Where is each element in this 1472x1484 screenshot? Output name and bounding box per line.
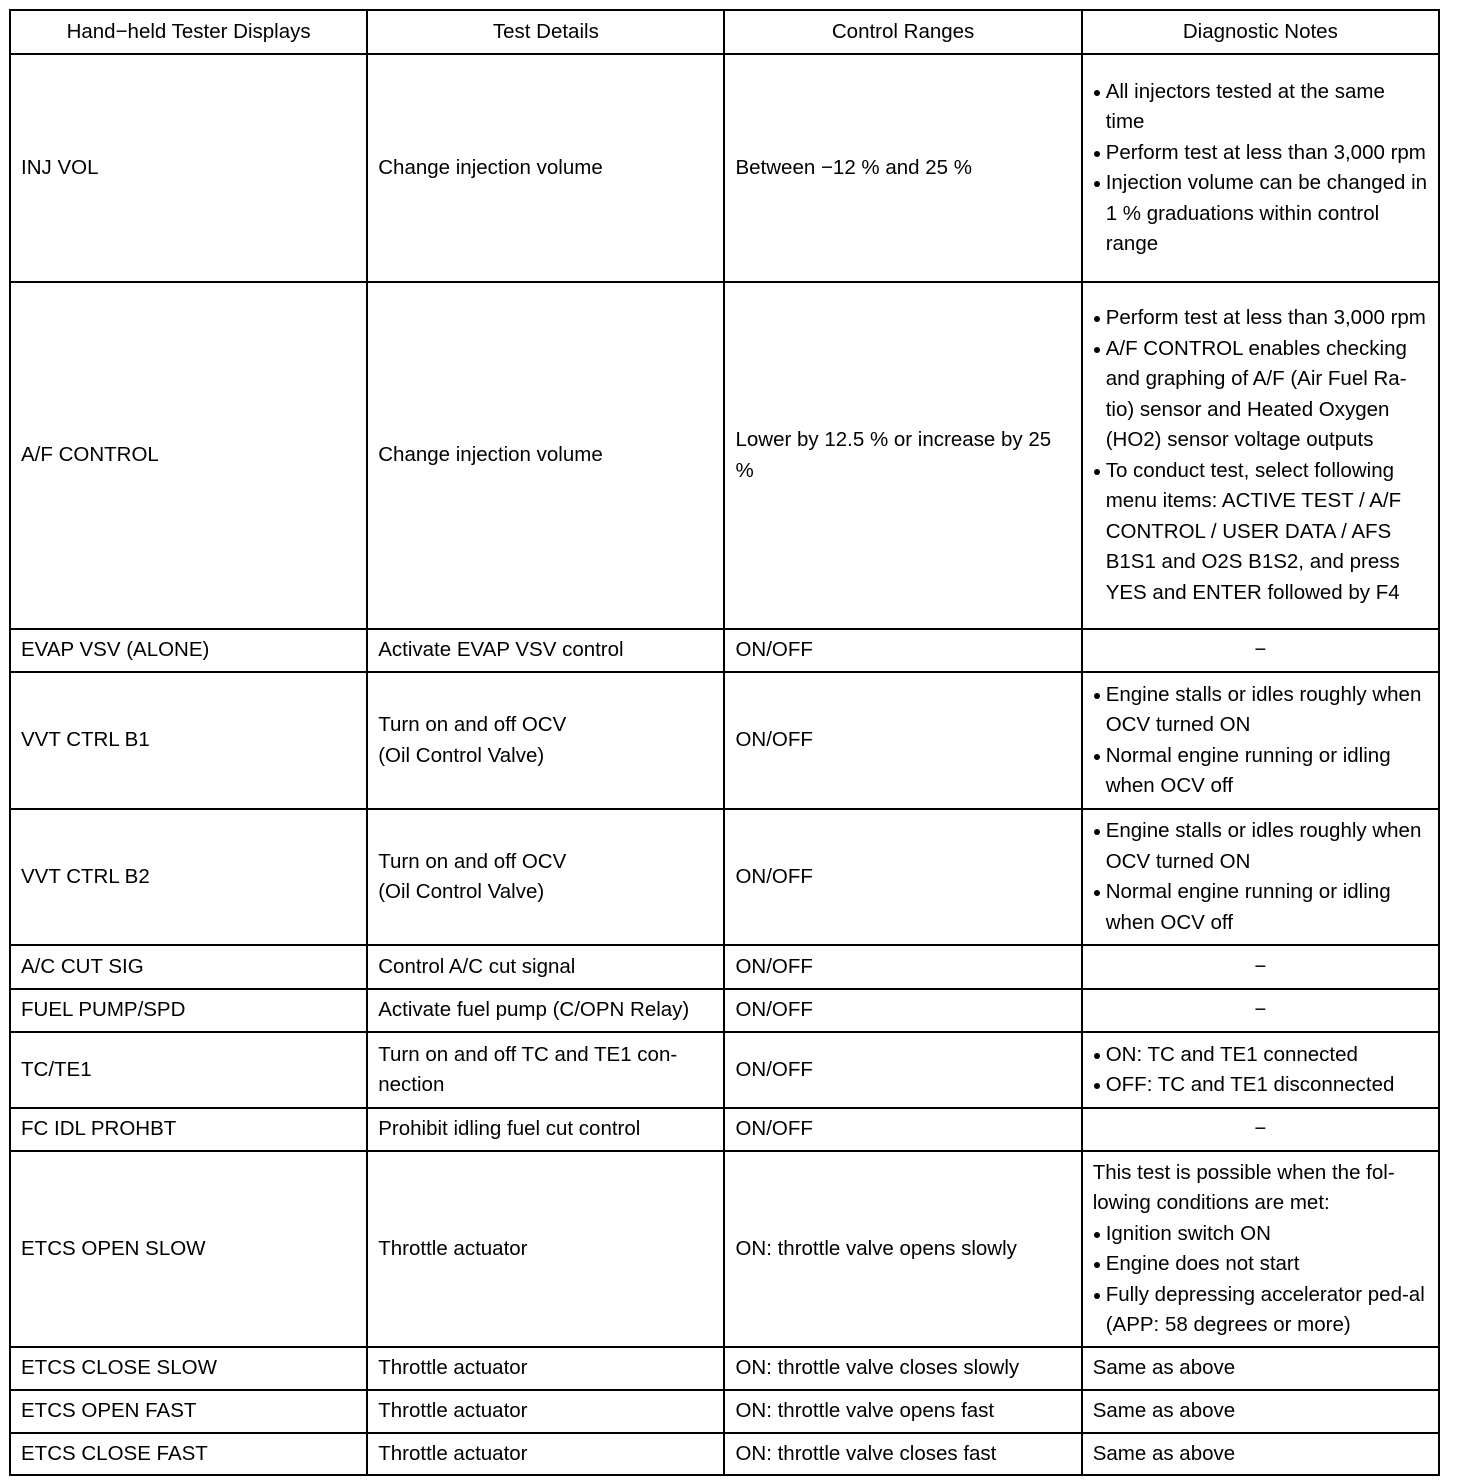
- note-item: A/F CONTROL enables checking and graphing of A/F (Air Fuel Ra-tio) sensor and Heated Oxygen (HO2) sensor voltage outputs: [1093, 334, 1428, 456]
- cell-notes-text: Same as above: [1082, 1433, 1439, 1475]
- cell-notes: [1082, 1032, 1439, 1108]
- cell-details: Throttle actuator: [367, 1390, 724, 1433]
- details-line: Turn on and off OCV: [378, 849, 567, 873]
- cell-display: VVT CTRL B2: [10, 809, 367, 945]
- cell-range: ON/OFF: [724, 945, 1081, 989]
- cell-details: Throttle actuator: [367, 1433, 724, 1475]
- note-item: Normal engine running or idling when OCV off: [1093, 741, 1428, 802]
- cell-display: ETCS OPEN FAST: [10, 1390, 367, 1433]
- cell-details: [367, 672, 724, 809]
- details-line: (Oil Control Valve): [378, 743, 545, 767]
- note-item: Engine stalls or idles roughly when OCV turned ON: [1093, 680, 1428, 741]
- cell-range: ON: throttle valve closes fast: [724, 1433, 1081, 1475]
- note-item: Perform test at less than 3,000 rpm: [1093, 303, 1428, 334]
- header-diagnostic-notes: Diagnostic Notes: [1082, 10, 1439, 54]
- note-item: OFF: TC and TE1 disconnected: [1093, 1070, 1428, 1101]
- cell-notes: [1082, 809, 1439, 945]
- note-item: Injection volume can be changed in 1 % graduations within control range: [1093, 168, 1428, 260]
- cell-range: ON: throttle valve opens fast: [724, 1390, 1081, 1433]
- cell-display: TC/TE1: [10, 1032, 367, 1108]
- notes-list: [1093, 77, 1428, 260]
- active-test-table: [9, 9, 1440, 1476]
- cell-details: Change injection volume: [367, 54, 724, 282]
- notes-list: [1093, 303, 1428, 608]
- table-row: [10, 1108, 1439, 1151]
- notes-list: [1093, 1040, 1428, 1101]
- notes-list: [1093, 680, 1428, 802]
- cell-notes: [1082, 1151, 1439, 1347]
- cell-display: ETCS OPEN SLOW: [10, 1151, 367, 1347]
- header-control-ranges: Control Ranges: [724, 10, 1081, 54]
- note-item: Ignition switch ON: [1093, 1219, 1428, 1250]
- cell-display: A/C CUT SIG: [10, 945, 367, 989]
- header-test-details: Test Details: [367, 10, 724, 54]
- cell-range: ON/OFF: [724, 809, 1081, 945]
- cell-notes-dash: −: [1082, 945, 1439, 989]
- table-row: [10, 945, 1439, 989]
- cell-range: Between −12 % and 25 %: [724, 54, 1081, 282]
- cell-range: ON/OFF: [724, 629, 1081, 672]
- notes-intro: This test is possible when the fol-lowing conditions are met:: [1092, 1160, 1395, 1214]
- cell-notes: [1082, 282, 1439, 629]
- cell-display: ETCS CLOSE SLOW: [10, 1347, 367, 1390]
- header-row: [10, 10, 1439, 54]
- cell-notes-text: Same as above: [1082, 1390, 1439, 1433]
- table-row: [10, 1032, 1439, 1108]
- cell-notes-dash: −: [1082, 989, 1439, 1032]
- notes-list: [1093, 816, 1428, 938]
- cell-range: ON/OFF: [724, 1108, 1081, 1151]
- note-item: Perform test at less than 3,000 rpm: [1093, 138, 1428, 169]
- cell-range: Lower by 12.5 % or increase by 25 %: [724, 282, 1081, 629]
- cell-notes-dash: −: [1082, 1108, 1439, 1151]
- cell-notes-dash: −: [1082, 629, 1439, 672]
- cell-details: [367, 809, 724, 945]
- table-row: [10, 672, 1439, 809]
- cell-range: ON: throttle valve closes slowly: [724, 1347, 1081, 1390]
- cell-display: EVAP VSV (ALONE): [10, 629, 367, 672]
- table-row: [10, 1151, 1439, 1347]
- cell-details: Throttle actuator: [367, 1151, 724, 1347]
- cell-display: FUEL PUMP/SPD: [10, 989, 367, 1032]
- cell-notes: [1082, 672, 1439, 809]
- cell-range: ON: throttle valve opens slowly: [724, 1151, 1081, 1347]
- table-row: [10, 1347, 1439, 1390]
- table-row: [10, 54, 1439, 282]
- cell-display: FC IDL PROHBT: [10, 1108, 367, 1151]
- cell-details: Turn on and off TC and TE1 con-nection: [367, 1032, 724, 1108]
- table-row: [10, 809, 1439, 945]
- cell-display: A/F CONTROL: [10, 282, 367, 629]
- cell-notes-text: Same as above: [1082, 1347, 1439, 1390]
- cell-range: ON/OFF: [724, 1032, 1081, 1108]
- notes-list: [1093, 1219, 1428, 1341]
- note-item: Engine stalls or idles roughly when OCV turned ON: [1093, 816, 1428, 877]
- table-row: [10, 629, 1439, 672]
- cell-details: Throttle actuator: [367, 1347, 724, 1390]
- cell-details: Change injection volume: [367, 282, 724, 629]
- cell-details: Prohibit idling fuel cut control: [367, 1108, 724, 1151]
- cell-display: ETCS CLOSE FAST: [10, 1433, 367, 1475]
- note-item: Engine does not start: [1093, 1249, 1428, 1280]
- cell-range: ON/OFF: [724, 989, 1081, 1032]
- note-item: To conduct test, select following menu items: ACTIVE TEST / A/F CONTROL / USER DATA / AFS B1S1 and O2S B1S2, and press YES and ENTER followed by F4: [1093, 456, 1428, 609]
- note-item: ON: TC and TE1 connected: [1093, 1040, 1428, 1071]
- table-row: [10, 282, 1439, 629]
- cell-display: VVT CTRL B1: [10, 672, 367, 809]
- note-item: Normal engine running or idling when OCV off: [1093, 877, 1428, 938]
- table-row: [10, 989, 1439, 1032]
- details-line: (Oil Control Valve): [378, 880, 545, 903]
- cell-details: Activate EVAP VSV control: [367, 629, 724, 672]
- cell-display: INJ VOL: [10, 54, 367, 282]
- cell-details: Control A/C cut signal: [367, 945, 724, 989]
- cell-notes: [1082, 54, 1439, 282]
- cell-range: ON/OFF: [724, 672, 1081, 809]
- header-tester-displays: Hand−held Tester Displays: [10, 10, 367, 54]
- details-line: Turn on and off OCV: [378, 713, 567, 736]
- table-row: [10, 1433, 1439, 1475]
- table-row: [10, 1390, 1439, 1433]
- note-item: All injectors tested at the same time: [1093, 77, 1428, 138]
- note-item: Fully depressing accelerator ped-al (APP: 58 degrees or more): [1093, 1280, 1428, 1341]
- cell-details: Activate fuel pump (C/OPN Relay): [367, 989, 724, 1032]
